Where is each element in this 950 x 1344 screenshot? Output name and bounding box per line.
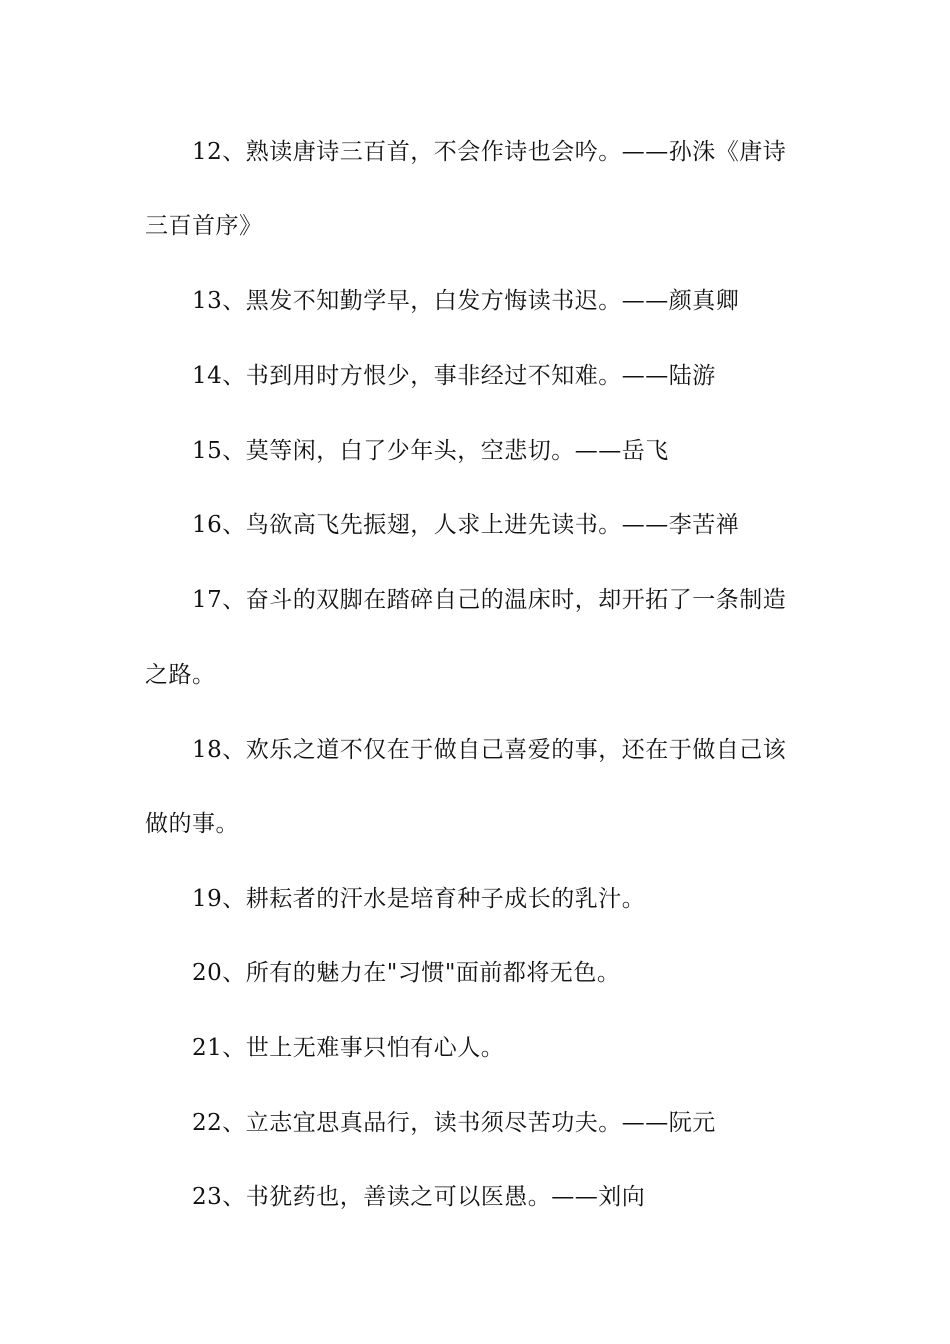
- quote-18-line-2: 做的事。: [145, 811, 239, 837]
- quote-12-line-1: 12、熟读唐诗三百首，不会作诗也会吟。——孙洙《唐诗: [192, 139, 787, 165]
- quote-17-line-2: 之路。: [145, 662, 216, 688]
- quote-22: 22、立志宜思真品行，读书须尽苦功夫。——阮元: [192, 1110, 716, 1136]
- quote-23: 23、书犹药也，善读之可以医愚。——刘向: [192, 1184, 646, 1210]
- quote-18-line-1: 18、欢乐之道不仅在于做自己喜爱的事，还在于做自己该: [192, 737, 787, 763]
- quote-21: 21、世上无难事只怕有心人。: [192, 1035, 505, 1061]
- quote-15: 15、莫等闲，白了少年头，空悲切。——岳飞: [192, 438, 669, 464]
- quote-16: 16、鸟欲高飞先振翅，人求上进先读书。——李苦禅: [192, 512, 740, 538]
- quote-12-line-2: 三百首序》: [145, 213, 263, 239]
- quote-20: 20、所有的魅力在"习惯"面前都将无色。: [192, 960, 621, 986]
- quote-14: 14、书到用时方恨少，事非经过不知难。——陆游: [192, 363, 716, 389]
- quote-19: 19、耕耘者的汗水是培育种子成长的乳汁。: [192, 886, 646, 912]
- quote-13: 13、黑发不知勤学早，白发方悔读书迟。——颜真卿: [192, 288, 740, 314]
- quote-17-line-1: 17、奋斗的双脚在踏碎自己的温床时，却开拓了一条制造: [192, 587, 787, 613]
